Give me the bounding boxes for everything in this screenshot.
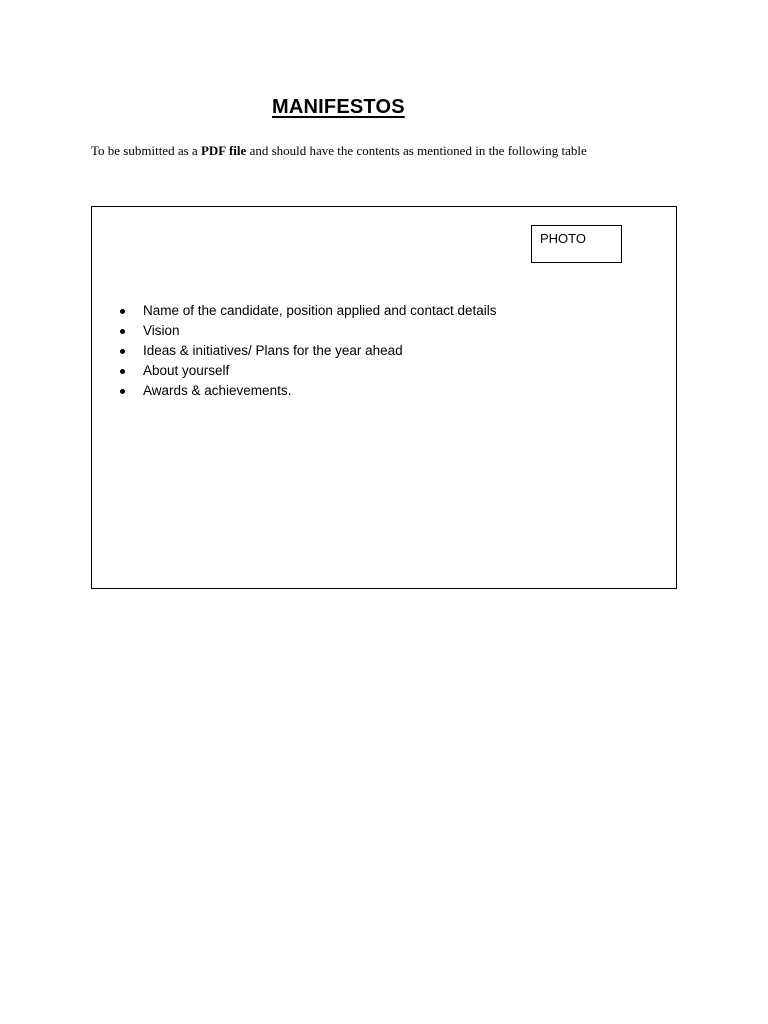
page-title: MANIFESTOS [272, 96, 405, 118]
photo-placeholder [531, 225, 622, 263]
list-item [92, 341, 497, 361]
bullet-icon [120, 309, 125, 314]
instruction-before: To be submitted as a [91, 143, 201, 158]
list-item [92, 381, 497, 401]
manifesto-contents-table [91, 206, 677, 589]
list-item-text: Ideas & initiatives/ Plans for the year ahead [143, 343, 403, 358]
instruction-after: and should have the contents as mentioned in the following table [246, 143, 587, 158]
list-item-text: Name of the candidate, position applied and contact details [143, 303, 497, 318]
list-item-text: Vision [143, 323, 180, 338]
list-item [92, 361, 497, 381]
list-item-text: Awards & achievements. [143, 383, 292, 398]
contents-list [92, 301, 497, 401]
photo-label: PHOTO [540, 231, 586, 246]
instruction-emphasis: PDF file [200, 143, 247, 158]
instruction-text [91, 143, 587, 159]
bullet-icon [120, 329, 125, 334]
bullet-icon [120, 369, 125, 374]
bullet-icon [120, 349, 125, 354]
list-item [92, 301, 497, 321]
list-item [92, 321, 497, 341]
list-item-text: About yourself [143, 363, 230, 378]
bullet-icon [120, 389, 125, 394]
